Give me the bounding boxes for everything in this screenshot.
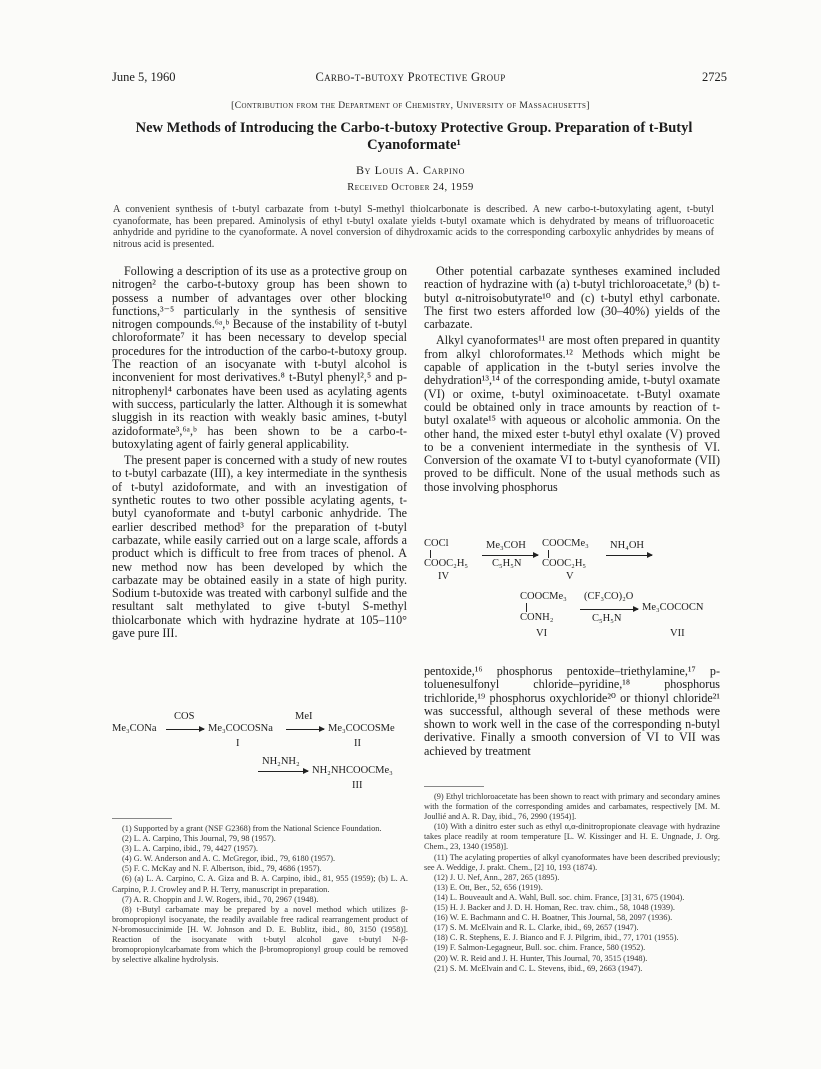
scheme-product: CONH₂ <box>520 612 554 623</box>
scheme-reagent: COS <box>174 711 195 722</box>
footnote: (4) G. W. Anderson and A. C. McGregor, ibid., 79, 6180 (1957). <box>122 854 336 864</box>
paragraph: pentoxide,¹⁶ phosphorus pentoxide–triethylamine,¹⁷ p-toluenesulfonyl chloride–pyridine,¹⁸ phosphorus trichloride,¹⁹ phosphorus oxychloride²⁰ or thionyl chloride²¹ was successful, although several of these methods were shown to work well in the case of the corresponding n-butyl derivative. Finally a smooth conversion of VI to VII was achieved by treatment <box>424 664 720 758</box>
compound-label: IV <box>438 571 450 582</box>
scheme-product: NH₂NHCOOCMe₃ <box>312 765 393 776</box>
reaction-arrow <box>482 555 538 556</box>
paragraph: Following a description of its use as a protective group on nitrogen² the carbo-t-butoxy group has been shown to possess a number of advantages over other blocking functions,³⁻⁵ particularly in the synthesis of sensitive nitrogen compounds.⁶ᵃ,ᵇ Because of the instability of t-butyl chloroformate⁷ it has been necessary to develop special procedures for the introduction of the carbo-t-butoxy group. The reaction of an isocyanate with t-butyl alcohol is inconvenient for most derivatives.⁸ t-Butyl phenyl²,⁵ and p-nitrophenyl⁴ carbonates have been used as acylating agents with success, particularly the latter. Although it is somewhat sluggish in its reaction with weakly basic amines, t-butyl azidoformate³,⁶ᵃ,ᵇ has been shown to be a carbo-t-butoxylating agent of fairly general applicability. <box>112 264 407 451</box>
scheme-product: COOCMe₃ <box>520 591 567 602</box>
bond-line <box>548 550 549 558</box>
footnote: (10) With a dinitro ester such as ethyl α,α-dinitropropionate cleavage with hydrazine takes place readily at room temperature [L. W. Kissinger and H. E. Ungnade, J. Org. Chem., 23, 1340 (1958)]. <box>424 822 720 852</box>
article-title: New Methods of Introducing the Carbo-t-butoxy Protective Group. Preparation of t-Butyl Cyanoformate¹ <box>135 120 693 153</box>
scheme-reagent: C₅H₅N <box>492 558 522 569</box>
footnote: (11) The acylating properties of alkyl cyanoformates have been described previously; see A. Weddige, J. prakt. Chem., [2] 10, 193 (1874). <box>424 852 720 872</box>
bond-line <box>430 550 431 558</box>
scheme-reagent: (CF₃CO)₂O <box>584 591 634 602</box>
page-number: 2725 <box>702 70 727 84</box>
paragraph: Alkyl cyanoformates¹¹ are most often prepared in quantity from alkyl chloroformates.¹² Methods which might be capable of application in the t-butyl series involve the dehydration¹³,¹⁴ of the corresponding amide, t-butyl oxamate (VI) or oxime, t-butyl oximinoacetate. t-Butyl oxamate could be obtained only in trace amounts by reaction of t-butyl oxalate¹⁵ with aqueous or alcoholic ammonia. On the other hand, the mixed ester t-butyl ethyl oxalate (V) proved to be a convenient intermediate in the synthesis of VI. Conversion of the oxamate VI to t-butyl cyanoformate (VII) proved to be difficult. None of the usual methods such as those involving phosphorus <box>424 333 720 494</box>
footnote: (12) J. U. Nef, Ann., 287, 265 (1895). <box>434 872 560 882</box>
paragraph: Other potential carbazate syntheses examined included reaction of hydrazine with (a) t-butyl trichloroacetate,⁹ (b) t-butyl α-nitroisobutyrate¹⁰ and (c) t-butyl ethyl carbonate. The first two esters afforded low (30–40%) yields of the carbazate. <box>424 264 720 332</box>
scheme-reagent: C₅H₅N <box>592 613 622 624</box>
abstract: A convenient synthesis of t-butyl carbazate from t-butyl S-methyl thiolcarbonate is described. A new carbo-t-butoxylating agent, t-butyl cyanoformate, has been prepared. Aminolysis of ethyl t-butyl oxalate yields t-butyl oxamate which is dehydrated by means of trifluoroacetic anhydride and pyridine to the cyanoformate. A novel conversion of dihydroxamic acids to the corresponding carboxylic anhydrides by means of nitrous acid is presented. <box>113 204 714 250</box>
footnotes-left <box>112 824 408 965</box>
header-date: June 5, 1960 <box>112 70 176 84</box>
footnote: (1) Supported by a grant (NSF G2368) from the National Science Foundation. <box>122 824 382 833</box>
footnote: (18) C. R. Stephens, E. J. Bianco and F. J. Pilgrim, ibid., 77, 1701 (1955). <box>434 933 679 943</box>
compound-label: II <box>354 738 361 749</box>
bond-line <box>526 603 527 612</box>
received-date: Received October 24, 1959 <box>347 182 474 193</box>
scheme-product: Me₃COCOCN <box>642 602 704 613</box>
footnote: (2) L. A. Carpino, This Journal, 79, 98 (1957). <box>122 834 276 844</box>
footnote: (8) t-Butyl carbamate may be prepared by a novel method which utilizes β-bromopropionyl isocyanate, the readily available free radical rearrangement product of N-bromosuccinimide [H. W. Johnson and D. E. Bublitz, ibid., 80, 3150 (1958)]. Reaction of the isocyanate with t-butyl alcohol gave t-butyl N-β-bromopropionylcarbamate from which the β-bromopropionyl group could be removed by selective alkaline hydrolysis. <box>112 904 408 965</box>
scheme-intermediate: COOCMe₃ <box>542 538 589 549</box>
left-column <box>112 265 407 640</box>
footnote: (9) Ethyl trichloroacetate has been shown to react with primary and secondary amines with the formation of the corresponding amides and carbamates, respectively [M. M. Joullié and A. R. Day, ibid., 76, 2990 (1954)]. <box>424 792 720 822</box>
footnote: (13) E. Ott, Ber., 52, 656 (1919). <box>434 882 543 892</box>
reaction-scheme-cyanoformate <box>424 538 724 656</box>
compound-label: VI <box>536 628 548 639</box>
footnote-rule <box>112 818 172 819</box>
reaction-arrow <box>606 555 652 556</box>
running-title: Carbo-t-butoxy Protective Group <box>315 70 506 84</box>
right-column-continued <box>424 665 720 758</box>
compound-label: I <box>236 738 240 749</box>
footnote: (20) W. R. Reid and J. H. Hunter, This Journal, 70, 3515 (1948). <box>434 953 648 963</box>
footnote-rule <box>424 786 484 787</box>
compound-label: III <box>352 780 363 791</box>
scheme-reactant: COCl <box>424 538 449 549</box>
footnote: (17) S. M. McElvain and R. L. Clarke, ibid., 69, 2657 (1947). <box>434 923 639 933</box>
reaction-arrow <box>258 771 308 772</box>
scheme-reagent: MeI <box>295 711 313 722</box>
scheme-product: Me₃COCOSMe <box>328 723 395 734</box>
scheme-reagent: NH₂NH₂ <box>262 756 300 767</box>
footnote: (5) F. C. McKay and N. F. Albertson, ibid., 79, 4686 (1957). <box>122 864 322 874</box>
footnote: (3) L. A. Carpino, ibid., 79, 4427 (1957). <box>122 844 258 854</box>
scheme-intermediate: COOC₂H₅ <box>542 558 587 569</box>
footnote: (16) W. E. Bachmann and C. H. Boatner, This Journal, 58, 2097 (1936). <box>434 913 673 923</box>
reaction-arrow <box>286 729 324 730</box>
footnote: (19) F. Salmon-Legagneur, Bull. soc. chim. France, 580 (1952). <box>434 943 646 953</box>
author-line: By Louis A. Carpino <box>356 163 465 177</box>
scheme-reagent: Me₃COH <box>486 540 526 551</box>
scheme-reagent: NH₄OH <box>610 540 644 551</box>
reaction-scheme-carbazate <box>112 711 412 791</box>
footnote: (14) L. Bouveault and A. Wahl, Bull. soc. chim. France, [3] 31, 675 (1904). <box>434 892 685 902</box>
compound-label: VII <box>670 628 685 639</box>
right-column <box>424 265 720 494</box>
footnote: (6) (a) L. A. Carpino, C. A. Giza and B. A. Carpino, ibid., 81, 955 (1959); (b) L. A. Carpino, P. J. Crowley and P. H. Terry, manuscript in preparation. <box>112 874 408 894</box>
scheme-reactant: Me₃CONa <box>112 723 157 734</box>
footnote: (7) A. R. Choppin and J. W. Rogers, ibid., 70, 2967 (1948). <box>122 894 319 904</box>
footnotes-right <box>424 792 720 974</box>
compound-label: V <box>566 571 574 582</box>
footnote: (15) H. J. Backer and J. D. H. Homan, Rec. trav. chim., 58, 1048 (1939). <box>434 903 675 913</box>
reaction-arrow <box>580 609 638 610</box>
footnote: (21) S. M. McElvain and C. L. Stevens, ibid., 69, 2663 (1947). <box>434 963 643 973</box>
contribution-line: [Contribution from the Department of Chemistry, University of Massachusetts] <box>231 101 590 111</box>
paragraph: The present paper is concerned with a study of new routes to t-butyl carbazate (III), a key intermediate in the synthesis of t-butyl azidoformate, and with an investigation of synthetic routes to two other possible acylating agents, t-butyl cyanoformate and t-butyl carbonic anhydride. The earlier described method³ for the preparation of t-butyl carbazate, while easily carried out on a large scale, affords a product which is difficult to free from traces of phenol. A new method now has been developed by which the carbazate may be obtained easily in a state of high purity. Sodium t-butoxide was treated with carbonyl sulfide and the resultant salt methylated to give t-butyl S-methyl thiolcarbonate which with hydrazine hydrate at 105–110° gave pure III. <box>112 453 407 641</box>
scheme-intermediate: Me₃COCOSNa <box>208 723 273 734</box>
reaction-arrow <box>166 729 204 730</box>
scheme-reactant: COOC₂H₅ <box>424 558 469 569</box>
